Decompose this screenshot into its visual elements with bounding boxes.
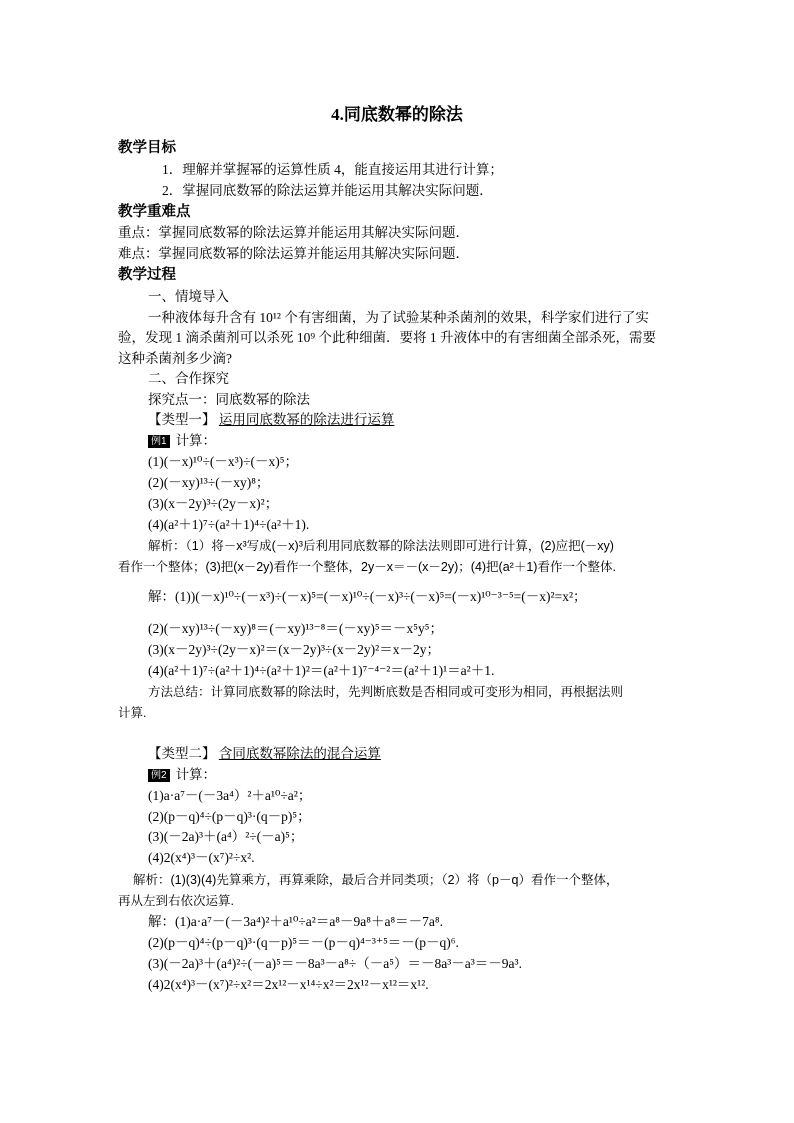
- goal-item: 1．理解并掌握幂的运算性质 4，能直接运用其进行计算；: [162, 162, 503, 177]
- type-title: 运用同底数幂的除法进行运算: [218, 412, 395, 427]
- focus-key-point: 重点：掌握同底数幂的除法运算并能运用其解决实际问题．: [118, 225, 469, 240]
- paragraph-line: 验，发现 1 滴杀菌剂可以杀死 10⁹ 个此种细菌．要将 1 升液体中的有害细菌全部杀死，需要: [118, 330, 656, 345]
- inquiry-point-heading: 探究点一：同底数幂的除法: [148, 392, 310, 407]
- goal-item: 2．掌握同底数幂的除法运算并能运用其解决实际问题．: [162, 183, 493, 198]
- paragraph-line: 这种杀菌剂多少滴?: [118, 351, 232, 366]
- method-summary-line: 方法总结：计算同底数幂的除法时，先判断底数是否相同或可变形为相同，再根据法则: [148, 685, 624, 699]
- solution-line: (2)(－xy)¹³÷(－xy)⁸＝(－xy)¹³⁻⁸＝(－xy)⁵＝－x⁵y⁵；: [148, 621, 443, 636]
- type-label: 【类型二】: [148, 746, 216, 761]
- example-badge: 例1: [148, 435, 170, 448]
- question-line: (4)(a²＋1)⁷÷(a²＋1)⁴÷(a²＋1).: [148, 517, 310, 532]
- solution-line: (4)2(x⁴)³－(x⁷)²÷x²＝2x¹²－x¹⁴÷x²＝2x¹²－x¹²＝x¹².: [148, 977, 429, 992]
- question-line: (3)(－2a)³＋(a⁴）²÷(－a)⁵；: [148, 829, 304, 844]
- question-line: (1)(－x)¹⁰÷(－x³)÷(－x)⁵；: [148, 454, 298, 469]
- question-line: (1)a·a⁷－(－3a⁴）²＋a¹⁰÷a²；: [148, 788, 312, 803]
- type-heading: [148, 411, 394, 429]
- type-heading: [148, 745, 381, 763]
- example-prompt-text: 计算：: [175, 767, 217, 782]
- type-label: 【类型一】: [148, 412, 216, 427]
- question-line: (3)(x－2y)³÷(2y－x)²；: [148, 496, 279, 511]
- page-title: 4.同底数幂的除法: [331, 105, 463, 124]
- question-line: (2)(－xy)¹³÷(－xy)⁸；: [148, 475, 270, 490]
- analysis-line: 看作一个整体；(3)把(x－2y)看作一个整体，2y－x＝－(x－2y)；(4)把(a²＋1)看作一个整体.: [118, 560, 616, 574]
- part-heading: 一、情境导入: [148, 289, 229, 304]
- solution-line: (3)(－2a)³＋(a⁴)²÷(－a)⁵＝－8a³－a⁸÷（－a⁵）＝－8a³－a³＝－9a³.: [148, 956, 522, 971]
- section-heading-goals: 教学目标: [118, 140, 176, 156]
- focus-hard-point: 难点：掌握同底数幂的除法运算并能运用其解决实际问题．: [118, 246, 469, 261]
- solution-line: 解：(1))(－x)¹⁰÷(－x³)÷(－x)⁵=(－x)¹⁰÷(－x)³÷(－x)⁵=(－x)¹⁰⁻³⁻⁵=(－x)²=x²；: [148, 589, 587, 604]
- solution-line: (2)(p－q)⁴÷(p－q)³·(q－p)⁵＝－(p－q)⁴⁻³⁺⁵＝－(p－q)⁶.: [148, 935, 459, 950]
- question-line: (4)2(x⁴)³－(x⁷)²÷x².: [148, 850, 255, 865]
- method-summary-line: 计算.: [118, 706, 147, 720]
- part-heading: 二、合作探究: [148, 371, 229, 386]
- analysis-line: 解析：(1)(3)(4)先算乘方，再算乘除，最后合并同类项；（2）将（p－q）看作一个整体，: [133, 873, 619, 887]
- example-prompt-text: 计算：: [175, 433, 217, 448]
- solution-line: (4)(a²＋1)⁷÷(a²＋1)⁴÷(a²＋1)²＝(a²＋1)⁷⁻⁴⁻²＝(a²＋1)¹＝a²＋1.: [148, 663, 495, 678]
- paragraph-line: 一种液体每升含有 10¹² 个有害细菌，为了试验某种杀菌剂的效果，科学家们进行了实: [148, 310, 649, 325]
- example-prompt: [148, 432, 216, 450]
- solution-line: (3)(x－2y)³÷(2y－x)²＝(x－2y)³÷(x－2y)²＝x－2y；: [148, 642, 440, 657]
- section-heading-focus: 教学重难点: [118, 204, 191, 220]
- solution-line: 解：(1)a·a⁷－(－3a⁴)²＋a¹⁰÷a²＝a⁸－9a⁸＋a⁸＝－7a⁸.: [148, 914, 443, 929]
- section-heading-process: 教学过程: [118, 267, 176, 283]
- analysis-line: 解析：（1）将－x³写成(－x)³后利用同底数幂的除法法则即可进行计算，(2)应把(－xy): [148, 539, 614, 553]
- example-badge: 例2: [148, 769, 170, 782]
- type-title: 含同底数幂除法的混合运算: [218, 746, 381, 761]
- example-prompt: [148, 766, 216, 784]
- question-line: (2)(p－q)⁴÷(p－q)³·(q－p)⁵；: [148, 809, 311, 824]
- analysis-line: 再从左到右依次运算.: [118, 894, 234, 908]
